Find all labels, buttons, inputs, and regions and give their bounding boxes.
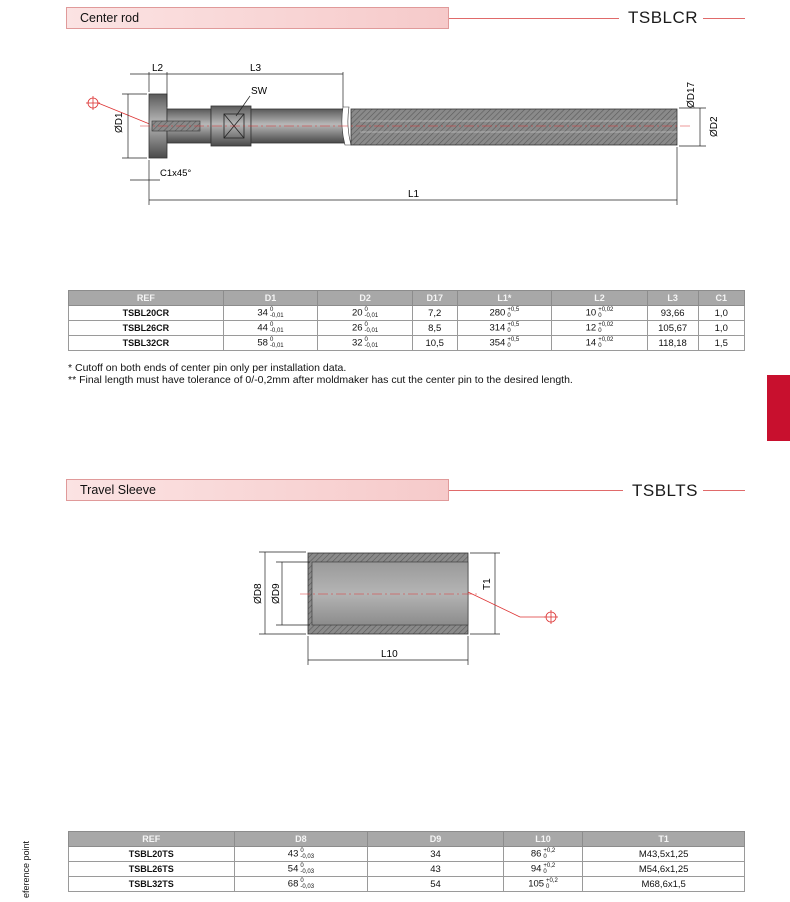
table-row	[69, 321, 745, 336]
section-code: TSBLTS	[632, 481, 698, 500]
section-header-travel-sleeve	[66, 479, 449, 501]
col-ref: REF	[69, 832, 235, 847]
table-row	[69, 336, 745, 351]
cell-l2: 12 +0,02 0	[552, 321, 648, 336]
cell-l2: 14 +0,02 0	[552, 336, 648, 351]
table-row	[69, 847, 745, 862]
dim-l1: L1	[408, 189, 420, 200]
footnote-2: ** Final length must have tolerance of 0/-0,2mm after moldmaker has cut the center pin to the desired length.	[68, 374, 573, 386]
cell-l3: 93,66	[647, 306, 698, 321]
footnotes	[68, 362, 573, 386]
dim-l10: L10	[381, 649, 398, 660]
cell-c1: 1,5	[698, 336, 744, 351]
cell-d17: 10,5	[412, 336, 457, 351]
dim-sw: SW	[251, 86, 268, 97]
dim-d1: ØD1	[114, 112, 125, 133]
dim-d17: ØD17	[686, 81, 697, 108]
table-header-row	[69, 832, 745, 847]
cell-ref: TSBL20TS	[69, 847, 235, 862]
cell-ref: TSBL26CR	[69, 321, 224, 336]
col-l10: L10	[503, 832, 582, 847]
cell-l10: 94 +0,2 0	[503, 862, 582, 877]
cell-l1: 314 +0,5 0	[457, 321, 552, 336]
cell-l1: 354 +0,5 0	[457, 336, 552, 351]
cell-d17: 7,2	[412, 306, 457, 321]
travel-sleeve-drawing	[0, 530, 790, 670]
cell-c1: 1,0	[698, 321, 744, 336]
cell-d2: 20 0 -0,01	[318, 306, 413, 321]
cell-l2: 10 +0,02 0	[552, 306, 648, 321]
dim-t1: T1	[482, 578, 493, 590]
col-ref: REF	[69, 291, 224, 306]
center-rod-table	[68, 290, 745, 351]
header-rule	[449, 490, 623, 491]
side-tab-marker	[767, 375, 790, 441]
table-row	[69, 877, 745, 892]
cell-c1: 1,0	[698, 306, 744, 321]
cell-l3: 105,67	[647, 321, 698, 336]
col-l3: L3	[647, 291, 698, 306]
dim-l3: L3	[250, 63, 262, 74]
center-rod-drawing	[0, 0, 790, 260]
section-title: Travel Sleeve	[80, 483, 156, 497]
cell-d2: 26 0 -0,01	[318, 321, 413, 336]
col-d1: D1	[223, 291, 318, 306]
table-row	[69, 862, 745, 877]
col-l2: L2	[552, 291, 648, 306]
table-row	[69, 306, 745, 321]
cell-l1: 280 +0,5 0	[457, 306, 552, 321]
col-d17: D17	[412, 291, 457, 306]
dim-d8: ØD8	[253, 583, 264, 604]
cell-ref: TSBL20CR	[69, 306, 224, 321]
cell-d8: 43 0 -0,03	[234, 847, 368, 862]
dim-l2: L2	[152, 63, 164, 74]
cell-ref: TSBL32CR	[69, 336, 224, 351]
cell-l10: 86 +0,2 0	[503, 847, 582, 862]
header-rule	[703, 490, 745, 491]
cell-d2: 32 0 -0,01	[318, 336, 413, 351]
cell-ref: TSBL26TS	[69, 862, 235, 877]
cell-d9: 43	[368, 862, 504, 877]
cell-d1: 44 0 -0,01	[223, 321, 318, 336]
dim-d2: ØD2	[709, 116, 720, 137]
cell-d1: 34 0 -0,01	[223, 306, 318, 321]
table-header-row	[69, 291, 745, 306]
col-l1: L1*	[457, 291, 552, 306]
section-title: Center rod	[80, 11, 140, 25]
footnote-1: * Cutoff on both ends of center pin only per installation data.	[68, 362, 347, 374]
cell-d8: 54 0 -0,03	[234, 862, 368, 877]
cell-d9: 54	[368, 877, 504, 892]
cell-d8: 68 0 -0,03	[234, 877, 368, 892]
cell-t1: M43,5x1,25	[583, 847, 745, 862]
col-d8: D8	[234, 832, 368, 847]
travel-sleeve-table	[68, 831, 745, 892]
col-t1: T1	[583, 832, 745, 847]
side-caption: eference point	[21, 840, 31, 898]
dim-c1: C1x45°	[160, 168, 192, 179]
cell-t1: M54,6x1,25	[583, 862, 745, 877]
cell-t1: M68,6x1,5	[583, 877, 745, 892]
cell-ref: TSBL32TS	[69, 877, 235, 892]
col-d9: D9	[368, 832, 504, 847]
cell-l10: 105 +0,2 0	[503, 877, 582, 892]
cell-d1: 58 0 -0,01	[223, 336, 318, 351]
col-c1: C1	[698, 291, 744, 306]
col-d2: D2	[318, 291, 413, 306]
section-code: TSBLCR	[628, 8, 699, 27]
cell-d9: 34	[368, 847, 504, 862]
cell-d17: 8,5	[412, 321, 457, 336]
cell-l3: 118,18	[647, 336, 698, 351]
dim-d9: ØD9	[271, 583, 282, 604]
